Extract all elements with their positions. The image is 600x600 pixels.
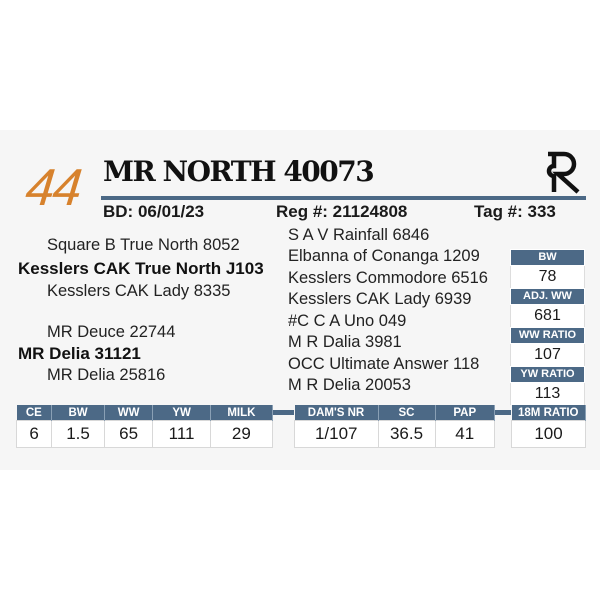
stat-yw-ratio — [510, 366, 585, 405]
stat-value: 100 — [512, 421, 586, 448]
perf-value: 36.5 — [378, 421, 435, 448]
epd-value: 65 — [104, 421, 153, 448]
epd-value: 29 — [210, 421, 272, 448]
epd-header: MILK — [210, 405, 272, 421]
dam-sire: MR Deuce 22744 — [47, 323, 176, 341]
pedigree-ancestor: #C C A Uno 049 — [288, 312, 407, 330]
stat-value: 78 — [510, 266, 585, 288]
stat-value: 681 — [510, 305, 585, 327]
stat-label: YW RATIO — [510, 366, 585, 383]
stat-adj-ww — [510, 288, 585, 327]
tag-number: Tag #: 333 — [474, 202, 556, 221]
sire-dam: Kesslers CAK Lady 8335 — [47, 282, 231, 300]
dam-dam: MR Delia 25816 — [47, 366, 166, 384]
pedigree-ancestor: Elbanna of Conanga 1209 — [288, 247, 480, 265]
perf-header: SC — [378, 405, 435, 421]
pedigree-ancestor: M R Delia 20053 — [288, 376, 411, 394]
stat-label: BW — [510, 249, 585, 266]
perf-header: PAP — [435, 405, 495, 421]
stat-value: 113 — [510, 383, 585, 405]
title-divider — [101, 196, 586, 200]
sire: Kesslers CAK True North J103 — [18, 259, 264, 278]
epd-value: 111 — [153, 421, 210, 448]
ranch-logo-icon — [540, 150, 584, 194]
stat-label: ADJ. WW — [510, 288, 585, 305]
epd-value: 6 — [17, 421, 52, 448]
epd-header: YW — [153, 405, 210, 421]
perf-header: DAM'S NR — [295, 405, 379, 421]
ratio-18m-table — [511, 405, 586, 448]
animal-name: MR NORTH 40073 — [103, 155, 374, 188]
epd-header: WW — [104, 405, 153, 421]
stat-value: 107 — [510, 344, 585, 366]
connector — [495, 410, 511, 415]
stat-label: 18M RATIO — [512, 405, 586, 421]
pedigree-ancestor: S A V Rainfall 6846 — [288, 226, 430, 244]
birth-date: BD: 06/01/23 — [103, 202, 205, 221]
stat-label: WW RATIO — [510, 327, 585, 344]
lot-number: 44 — [22, 159, 83, 217]
sire-sire: Square B True North 8052 — [47, 236, 240, 254]
connector — [273, 410, 294, 415]
registration-number: Reg #: 21124808 — [276, 202, 408, 221]
pedigree-ancestor: OCC Ultimate Answer 118 — [288, 355, 480, 373]
epd-header: CE — [17, 405, 52, 421]
epd-table — [16, 405, 273, 448]
stat-bw — [510, 249, 585, 288]
performance-table — [294, 405, 495, 448]
pedigree-ancestor: M R Dalia 3981 — [288, 333, 402, 351]
epd-value: 1.5 — [52, 421, 105, 448]
epd-header: BW — [52, 405, 105, 421]
perf-value: 1/107 — [295, 421, 379, 448]
dam: MR Delia 31121 — [18, 344, 141, 363]
pedigree-ancestor: Kesslers Commodore 6516 — [288, 269, 488, 287]
stat-ww-ratio — [510, 327, 585, 366]
perf-value: 41 — [435, 421, 495, 448]
pedigree-ancestor: Kesslers CAK Lady 6939 — [288, 290, 472, 308]
